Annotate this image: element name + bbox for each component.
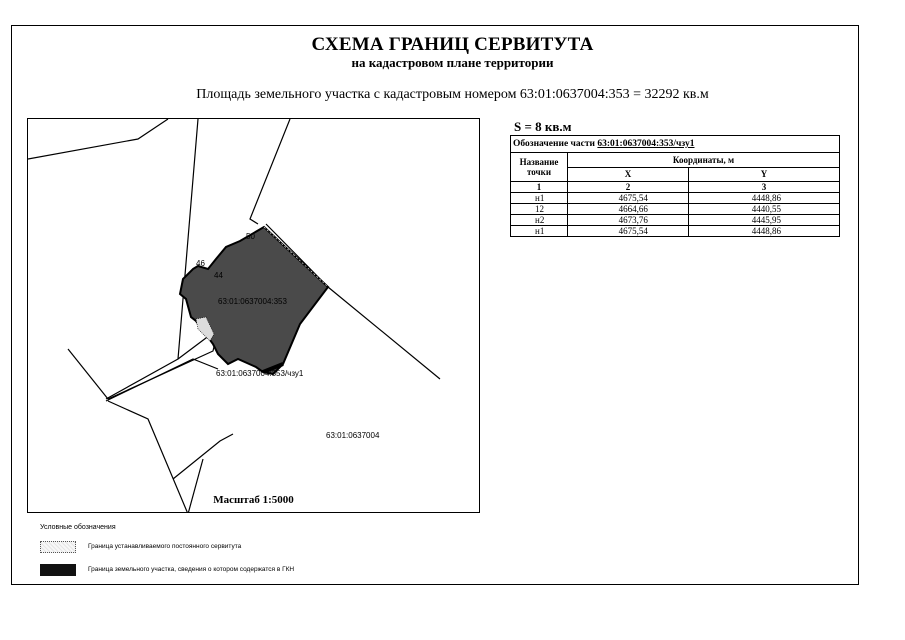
point-name: н2 bbox=[511, 215, 568, 226]
legend-text: Граница устанавливаемого постоянного сервитута bbox=[88, 543, 242, 550]
coord-x: 4664,66 bbox=[568, 204, 689, 215]
legend-swatch-dotted bbox=[40, 541, 76, 553]
column-header-coords: Координаты, м bbox=[568, 153, 840, 168]
part-designation-id: 63:01:0637004:353/чзу1 bbox=[597, 139, 695, 149]
point-label-44: 44 bbox=[214, 271, 223, 280]
part-designation-cell bbox=[511, 136, 840, 153]
point-label-46: 46 bbox=[196, 259, 205, 268]
column-number-1: 1 bbox=[511, 182, 568, 193]
point-name: н1 bbox=[511, 226, 568, 237]
boundary-line-top-right bbox=[250, 119, 290, 224]
map-scale: Масштаб 1:5000 bbox=[213, 494, 294, 506]
legend-title: Условные обозначения bbox=[40, 524, 116, 531]
page-subtitle: на кадастровом плане территории bbox=[351, 55, 554, 70]
page-title: СХЕМА ГРАНИЦ СЕРВИТУТА bbox=[311, 34, 594, 55]
coord-y: 4440,55 bbox=[688, 204, 839, 215]
coord-x: 4675,54 bbox=[568, 226, 689, 237]
boundary-line-lower bbox=[106, 359, 218, 401]
coord-x: 4675,54 bbox=[568, 193, 689, 204]
servitude-area: S = 8 кв.м bbox=[514, 119, 572, 134]
column-number-3: 3 bbox=[688, 182, 839, 193]
servitude-label: 63:01:0637004:353/чзу1 bbox=[216, 369, 304, 378]
parcel-label: 63:01:0637004:353 bbox=[218, 297, 287, 306]
coord-y: 4448,86 bbox=[688, 226, 839, 237]
map-drawing bbox=[28, 119, 480, 513]
table-row bbox=[511, 226, 840, 237]
column-header-x: X bbox=[568, 167, 689, 182]
coord-y: 4448,86 bbox=[688, 193, 839, 204]
table-row bbox=[511, 193, 840, 204]
boundary-line-bottom bbox=[173, 434, 233, 479]
coord-x: 4673,76 bbox=[568, 215, 689, 226]
coord-y: 4445,95 bbox=[688, 215, 839, 226]
legend-swatch-black bbox=[40, 564, 76, 576]
column-number-2: 2 bbox=[568, 182, 689, 193]
area-statement: Площадь земельного участка с кадастровым номером 63:01:0637004:353 = 32292 кв.м bbox=[196, 87, 709, 102]
legend-text: Граница земельного участка, сведения о котором содержатся в ГКН bbox=[88, 566, 295, 573]
coordinates-table bbox=[510, 135, 840, 237]
boundary-line-upper bbox=[106, 119, 198, 399]
column-header-point: Название точки bbox=[511, 153, 568, 182]
table-row bbox=[511, 204, 840, 215]
cadastral-map bbox=[27, 118, 480, 513]
column-header-y: Y bbox=[688, 167, 839, 182]
quarter-label: 63:01:0637004 bbox=[326, 431, 380, 440]
point-name: 12 bbox=[511, 204, 568, 215]
point-label-50: 50 bbox=[246, 232, 255, 241]
boundary-line-left-2 bbox=[68, 349, 108, 399]
point-name: н1 bbox=[511, 193, 568, 204]
part-designation-label: Обозначение части bbox=[513, 139, 596, 149]
table-row bbox=[511, 215, 840, 226]
boundary-line-left bbox=[28, 119, 168, 159]
